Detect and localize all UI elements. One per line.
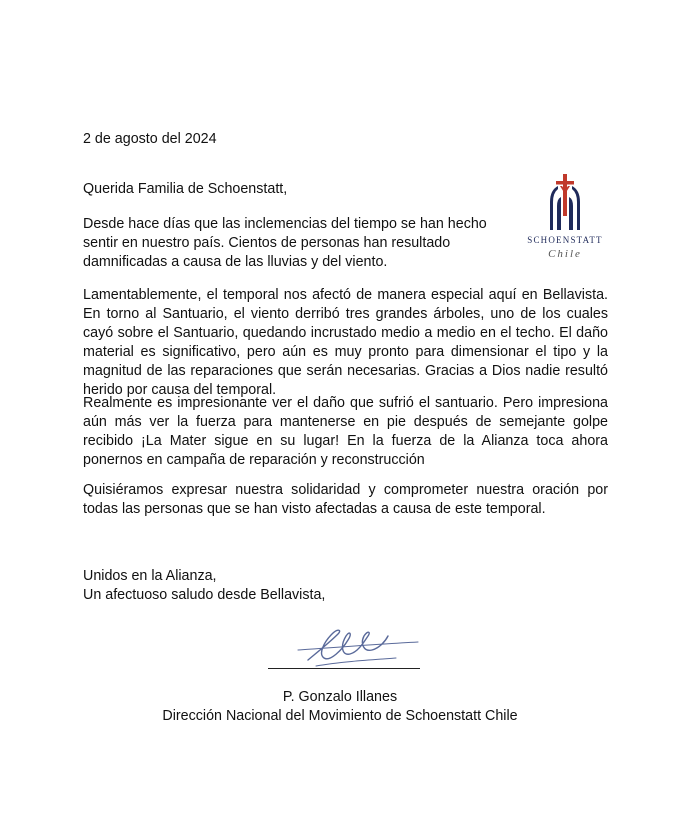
letter-greeting: Querida Familia de Schoenstatt, <box>83 181 288 197</box>
letter-date: 2 de agosto del 2024 <box>83 131 217 147</box>
letter-closing <box>83 567 325 605</box>
signer-title: Dirección Nacional del Movimiento de Schoenstatt Chile <box>162 708 518 724</box>
signature-line <box>268 668 420 669</box>
sanctuary-cross-icon <box>520 172 610 234</box>
schoenstatt-chile-logo <box>520 172 610 264</box>
signer-name: P. Gonzalo Illanes <box>282 689 398 705</box>
letter-paragraph-1: Desde hace días que las inclemencias del tiempo se han hecho sentir en nuestro país. Cientos de personas han resultado damnificadas a causa de las lluvias y del viento. <box>83 216 487 270</box>
letter-paragraph-4: Quisiéramos expresar nuestra solidaridad y comprometer nuestra oración por todas las personas que se han visto afectadas a causa de este temporal. <box>83 482 608 517</box>
logo-subtitle: Chile <box>548 248 582 260</box>
closing-line-1: Unidos en la Alianza, <box>83 568 217 584</box>
letter-paragraph-2: Lamentablemente, el temporal nos afectó de manera especial aquí en Bellavista. En torno al Santuario, el viento derribó tres grandes árboles, uno de los cuales cayó sobre el Santuario, quedando incrustado medio a medio en el techo. El daño material es significativo, pero aún es muy pronto para dimensionar el tipo y la magnitud de las reparaciones que serán necesarias. Gracias a Dios nadie resultó herido por causa del temporal. <box>83 287 608 398</box>
closing-line-2: Un afectuoso saludo desde Bellavista, <box>83 587 326 603</box>
signer-block <box>140 688 540 726</box>
logo-wordmark: SCHOENSTATT <box>527 235 603 245</box>
letter-paragraph-3: Realmente es impresionante ver el daño que sufrió el santuario. Pero impresiona aún más ver la fuerza para mantenerse en pie después de semejante golpe recibido ¡La Mater sigue en su lugar! En la fuerza de la Alianza toca ahora ponernos en campaña de reparación y reconstrucción <box>83 395 608 468</box>
handwritten-signature <box>268 620 428 672</box>
